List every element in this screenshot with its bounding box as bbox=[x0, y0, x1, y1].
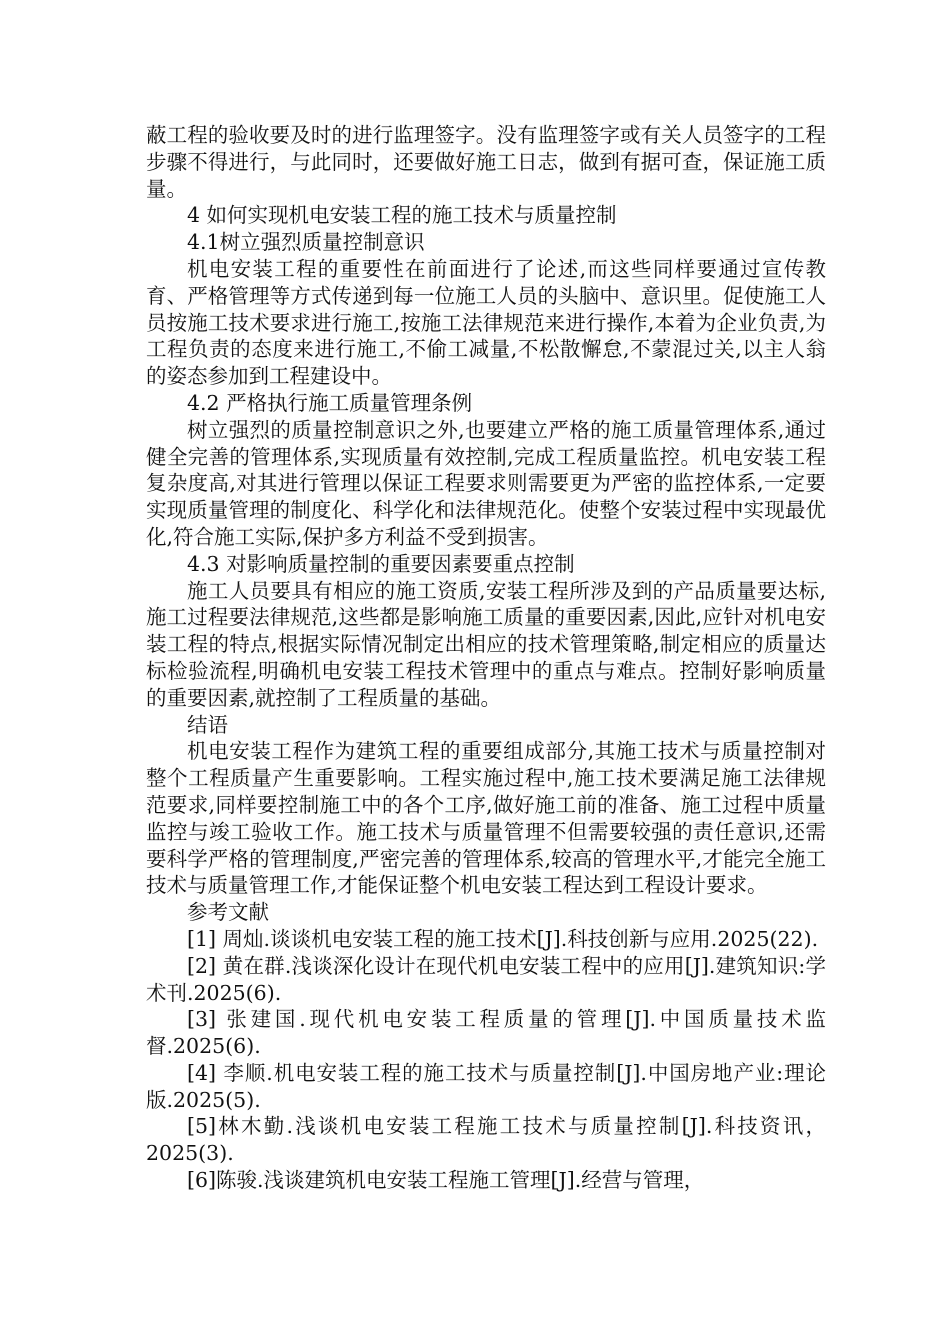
section-4-1-body: 机电安装工程的重要性在前面进行了论述,而这些同样要通过宣传教育、严格管理等方式传递到每一位施工人员的头脑中、意识里。促使施工人员按施工技术要求进行施工,按施工法律规范来进行操作,本着为企业负责,为工程负责的态度来进行施工,不偷工减量,不松散懈怠,不蒙混过关,以主人翁的姿态参加到工程建设中。 bbox=[146, 256, 826, 389]
section-4-1-heading: 4.1树立强烈质量控制意识 bbox=[187, 230, 425, 255]
reference-item-6: [6]陈骏.浅谈建筑机电安装工程施工管理[J].经营与管理， bbox=[187, 1168, 705, 1193]
document-page bbox=[146, 122, 826, 1194]
reference-item-5: [5]林木勤.浅谈机电安装工程施工技术与质量控制[J].科技资讯，2025(3). bbox=[146, 1114, 826, 1166]
reference-item-3: [3] 张建国.现代机电安装工程质量的管理[J].中国质量技术监督.2025(6). bbox=[146, 1007, 826, 1059]
section-4-3-body: 施工人员要具有相应的施工资质,安装工程所涉及到的产品质量要达标,施工过程要法律规范,这些都是影响施工质量的重要因素,因此,应针对机电安装工程的特点,根据实际情况制定出相应的技术管理策略,制定相应的质量达标检验流程,明确机电安装工程技术管理中的重点与难点。控制好影响质量的重要因素,就控制了工程质量的基础。 bbox=[146, 578, 826, 710]
reference-item-2: [2] 黄在群.浅谈深化设计在现代机电安装工程中的应用[J].建筑知识:学术刊.2025(6). bbox=[146, 953, 826, 1005]
section-4-2-body: 树立强烈的质量控制意识之外,也要建立严格的施工质量管理体系,通过健全完善的管理体系,实现质量有效控制,完成工程质量监控。机电安装工程复杂度高,对其进行管理以保证工程要求则需要更为严密的监控体系,一定要实现质量管理的制度化、科学化和法律规范化。使整个安装过程中实现最优化,符合施工实际,保护多方利益不受到损害。 bbox=[146, 417, 826, 549]
conclusion-heading: 结语 bbox=[187, 712, 228, 737]
section-4-3-heading: 4.3 对影响质量控制的重要因素要重点控制 bbox=[187, 551, 575, 576]
conclusion-body: 机电安装工程作为建筑工程的重要组成部分,其施工技术与质量控制对整个工程质量产生重要影响。工程实施过程中,施工技术要满足施工法律规范要求,同样要控制施工中的各个工序,做好施工前的准备、施工过程中质量监控与竣工验收工作。施工技术与质量管理不但需要较强的责任意识,还需要科学严格的管理制度,严密完善的管理体系,较高的管理水平,才能完全施工技术与质量管理工作,才能保证整个机电安装工程达到工程设计要求。 bbox=[146, 739, 826, 898]
reference-item-1: [1] 周灿.谈谈机电安装工程的施工技术[J].科技创新与应用.2025(22). bbox=[187, 926, 819, 951]
references-heading: 参考文献 bbox=[187, 900, 269, 925]
continuation-paragraph: 蔽工程的验收要及时的进行监理签字。没有监理签字或有关人员签字的工程步骤不得进行，与此同时，还要做好施工日志，做到有据可查，保证施工质量。 bbox=[146, 123, 826, 201]
section-4-heading: 4 如何实现机电安装工程的施工技术与质量控制 bbox=[187, 203, 617, 228]
reference-item-4: [4] 李顺.机电安装工程的施工技术与质量控制[J].中国房地产业:理论版.2025(5). bbox=[146, 1060, 826, 1112]
section-4-2-heading: 4.2 严格执行施工质量管理条例 bbox=[187, 390, 473, 415]
